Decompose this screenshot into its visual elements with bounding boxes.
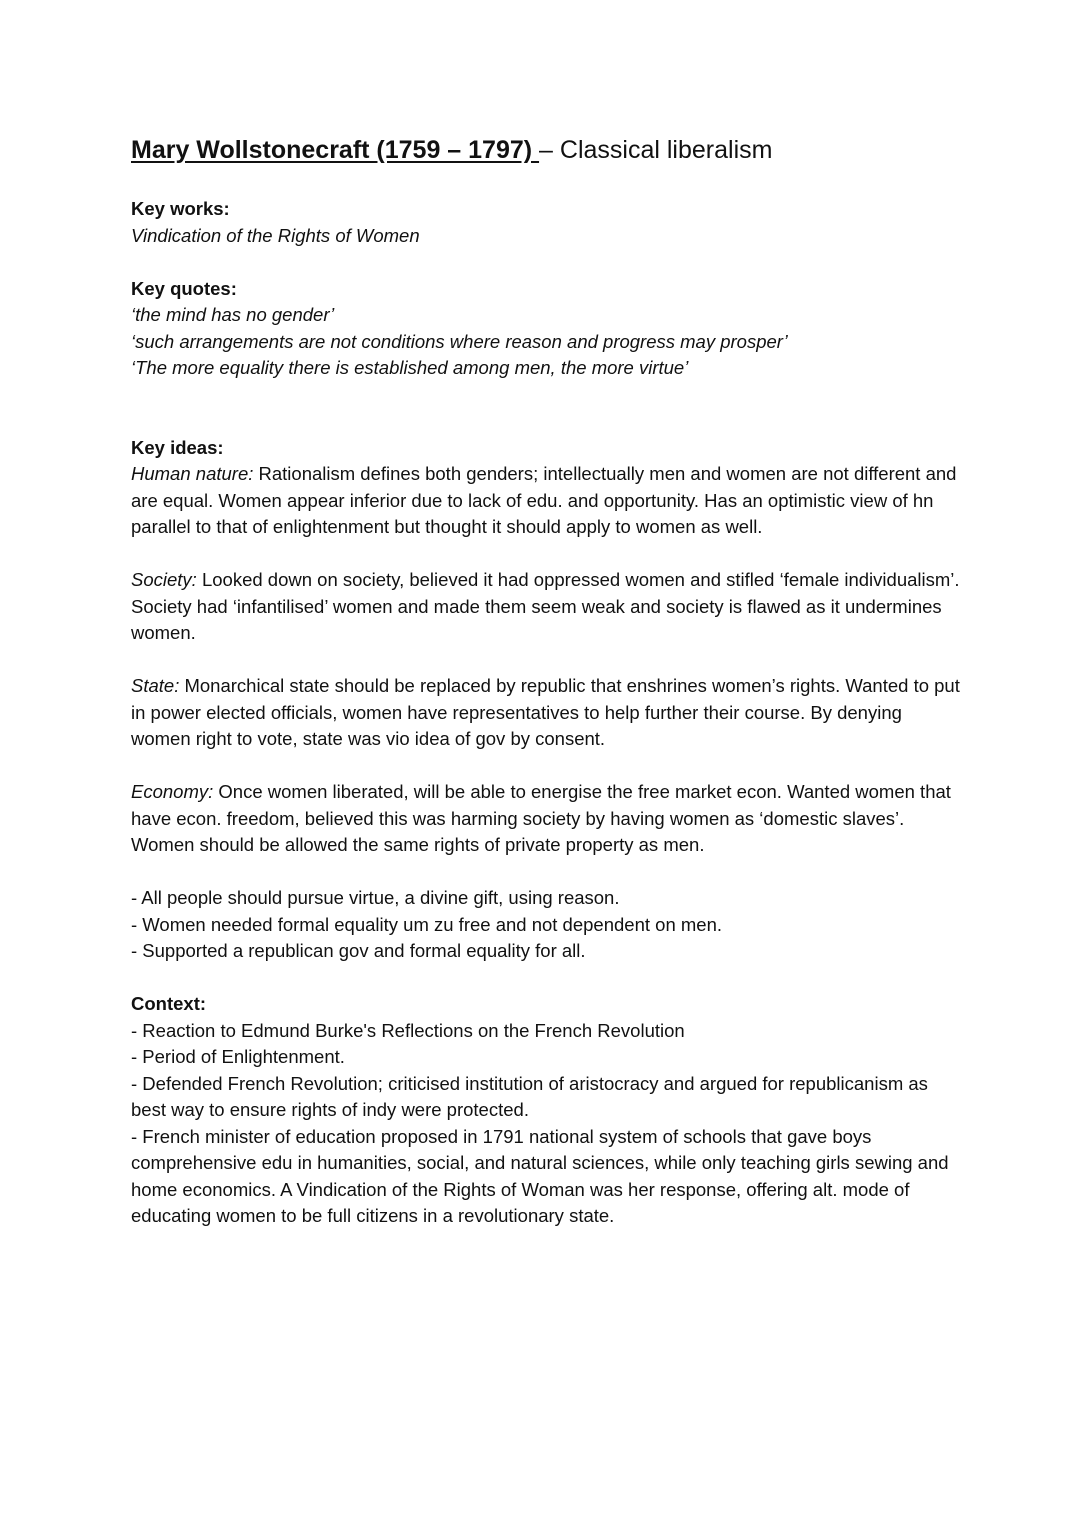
document-page bbox=[131, 132, 961, 1230]
key-work-item: Vindication of the Rights of Women bbox=[131, 224, 420, 246]
title-name-dates: Mary Wollstonecraft (1759 – 1797) bbox=[131, 136, 540, 164]
quote-item: ‘the mind has no gender’ bbox=[131, 304, 335, 325]
key-quotes-heading: Key quotes: bbox=[131, 277, 237, 299]
bullet-item: - All people should pursue virtue, a divine gift, using reason. bbox=[131, 887, 620, 908]
idea-label: Human nature: bbox=[131, 463, 254, 484]
idea-label: Economy: bbox=[131, 781, 214, 802]
quote-item: ‘such arrangements are not conditions where reason and progress may prosper’ bbox=[131, 330, 788, 352]
key-quotes-section bbox=[131, 276, 961, 382]
quote-item: ‘The more equality there is established among men, the more virtue’ bbox=[131, 357, 689, 378]
key-ideas-section bbox=[131, 435, 961, 965]
idea-label: State: bbox=[131, 675, 180, 696]
title-ideology: – Classical liberalism bbox=[539, 136, 773, 164]
idea-society bbox=[131, 567, 961, 647]
idea-text: Looked down on society, believed it had oppressed women and stifled ‘female individualism’. Society had ‘infantilised’ women and made them seem weak and society is flawed as it undermines women. bbox=[131, 569, 960, 643]
context-section bbox=[131, 991, 961, 1230]
context-item: - Reaction to Edmund Burke's Reflections on the French Revolution bbox=[131, 1019, 685, 1041]
context-heading: Context: bbox=[131, 993, 207, 1014]
context-item: - French minister of education proposed in 1791 national system of schools that gave boys comprehensive edu in humanities, social, and natural sciences, while only teaching girls sewing and home economics. A Vindication of the Rights of Woman was her response, offering alt. mode of educating women to be full citizens in a revolutionary state. bbox=[131, 1125, 949, 1226]
idea-human-nature bbox=[131, 461, 961, 541]
context-item: - Defended French Revolution; criticised institution of aristocracy and argued for republicanism as best way to ensure rights of indy were protected. bbox=[131, 1072, 928, 1120]
key-ideas-heading: Key ideas: bbox=[131, 436, 224, 458]
idea-text: Once women liberated, will be able to energise the free market econ. Wanted women that have econ. freedom, believed this was harming society by having women as ‘domestic slaves’. Women should be allowed the same rights of private property as men. bbox=[131, 781, 951, 855]
bullet-item: - Supported a republican gov and formal equality for all. bbox=[131, 940, 586, 961]
context-item: - Period of Enlightenment. bbox=[131, 1046, 345, 1067]
idea-economy bbox=[131, 779, 961, 859]
idea-text: Rationalism defines both genders; intellectually men and women are not different and are equal. Women appear inferior due to lack of edu. and opportunity. Has an optimistic view of hn parallel to that of enlightenment but thought it should apply to women as well. bbox=[131, 463, 957, 537]
key-works-section bbox=[131, 196, 961, 249]
idea-label: Society: bbox=[131, 569, 197, 590]
key-works-heading: Key works: bbox=[131, 198, 230, 219]
ideas-bullet-list bbox=[131, 885, 961, 965]
page-title bbox=[131, 132, 961, 168]
bullet-item: - Women needed formal equality um zu free and not dependent on men. bbox=[131, 913, 722, 935]
idea-state bbox=[131, 673, 961, 753]
idea-text: Monarchical state should be replaced by republic that enshrines women’s rights. Wanted to put in power elected officials, women have representatives to help further their course. By denying women right to vote, state was vio idea of gov by consent. bbox=[131, 675, 960, 749]
